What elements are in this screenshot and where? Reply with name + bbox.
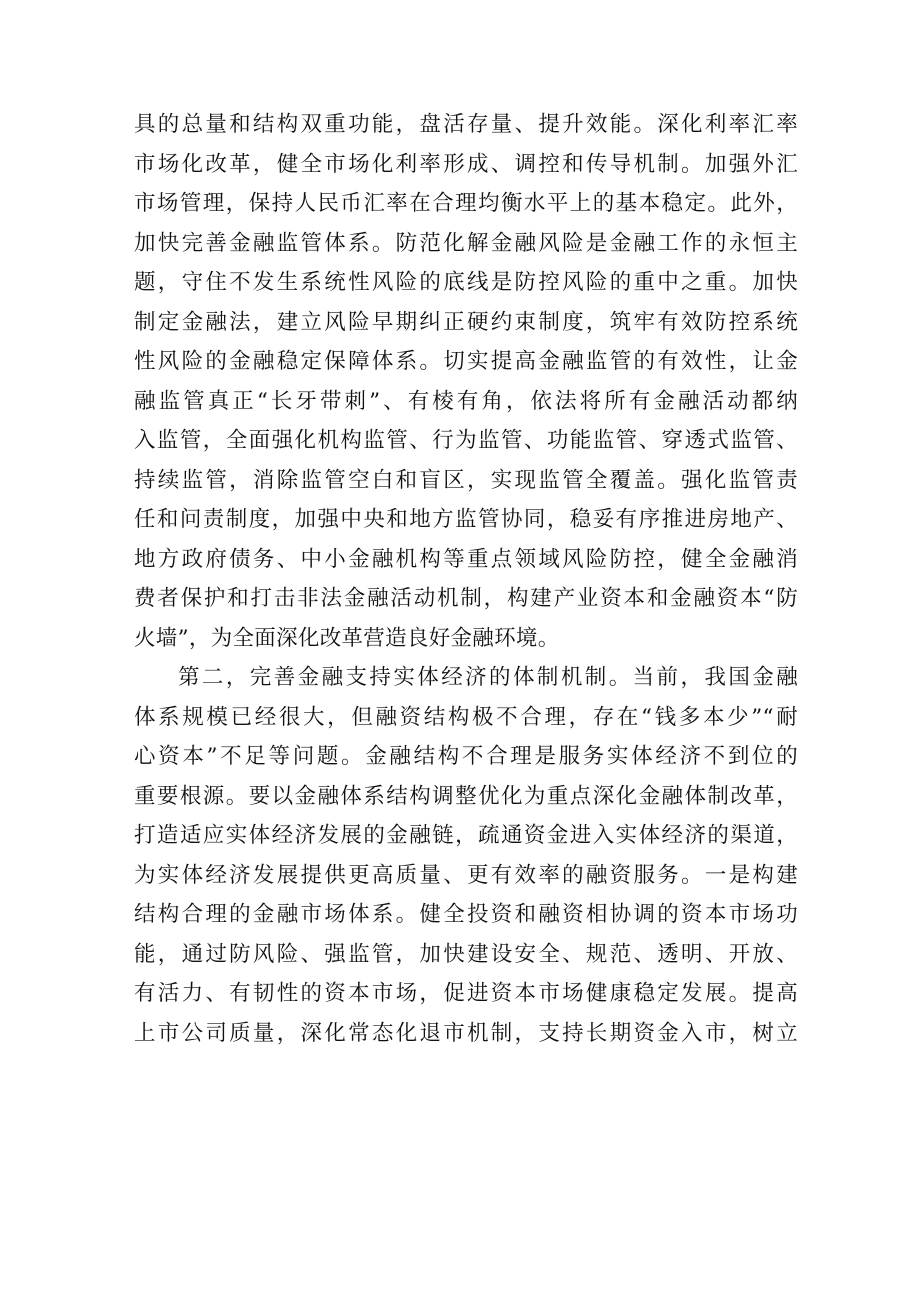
text-line: 持续监管，消除监管空白和盲区，实现监管全覆盖。强化监管责 [134,467,798,493]
text-line: 题，守住不发生系统性风险的底线是防控风险的重中之重。加快 [134,270,798,295]
text-line: 具的总量和结构双重功能，盘活存量、提升效能。深化利率汇率 [134,112,798,137]
text-line: 市场管理，保持人民币汇率在合理均衡水平上的基本稳定。此外， [134,191,798,216]
text-line: 为实体经济发展提供更高质量、更有效率的融资服务。一是构建 [134,862,798,888]
text-line: 市场化改革，健全市场化利率形成、调控和传导机制。加强外汇 [134,151,798,177]
text-line: 上市公司质量，深化常态化退市机制，支持长期资金入市，树立 [134,1020,798,1046]
text-line: 火墙”，为全面深化改革营造良好金融环境。 [134,625,560,651]
text-line: 心资本”不足等问题。金融结构不合理是服务实体经济不到位的 [134,744,798,769]
text-line: 任和问责制度，加强中央和地方监管协同，稳妥有序推进房地产、 [134,507,798,532]
paragraph-1 [134,105,798,658]
document-body [134,105,798,1053]
text-line: 融监管真正“长牙带刺”、有棱有角，依法将所有金融活动都纳 [134,388,798,414]
text-line: 重要根源。要以金融体系结构调整优化为重点深化金融体制改革， [134,783,798,809]
text-line: 地方政府债务、中小金融机构等重点领域风险防控，健全金融消 [134,546,798,572]
text-line: 体系规模已经很大，但融资结构极不合理，存在“钱多本少”“耐 [134,704,798,730]
text-line: 制定金融法，建立风险早期纠正硬约束制度，筑牢有效防控系统 [134,309,798,335]
text-line: 第二，完善金融支持实体经济的体制机制。当前，我国金融 [178,665,798,690]
paragraph-2 [134,658,798,1053]
text-line: 费者保护和打击非法金融活动机制，构建产业资本和金融资本“防 [134,586,798,611]
text-line: 加快完善金融监管体系。防范化解金融风险是金融工作的永恒主 [134,230,798,256]
text-line: 打造适应实体经济发展的金融链，疏通资金进入实体经济的渠道， [134,823,798,848]
text-line: 有活力、有韧性的资本市场，促进资本市场健康稳定发展。提高 [134,981,798,1006]
text-line: 入监管，全面强化机构监管、行为监管、功能监管、穿透式监管、 [134,428,798,453]
text-line: 性风险的金融稳定保障体系。切实提高金融监管的有效性，让金 [134,349,798,374]
text-line: 能，通过防风险、强监管，加快建设安全、规范、透明、开放、 [134,941,798,967]
text-line: 结构合理的金融市场体系。健全投资和融资相协调的资本市场功 [134,902,798,927]
